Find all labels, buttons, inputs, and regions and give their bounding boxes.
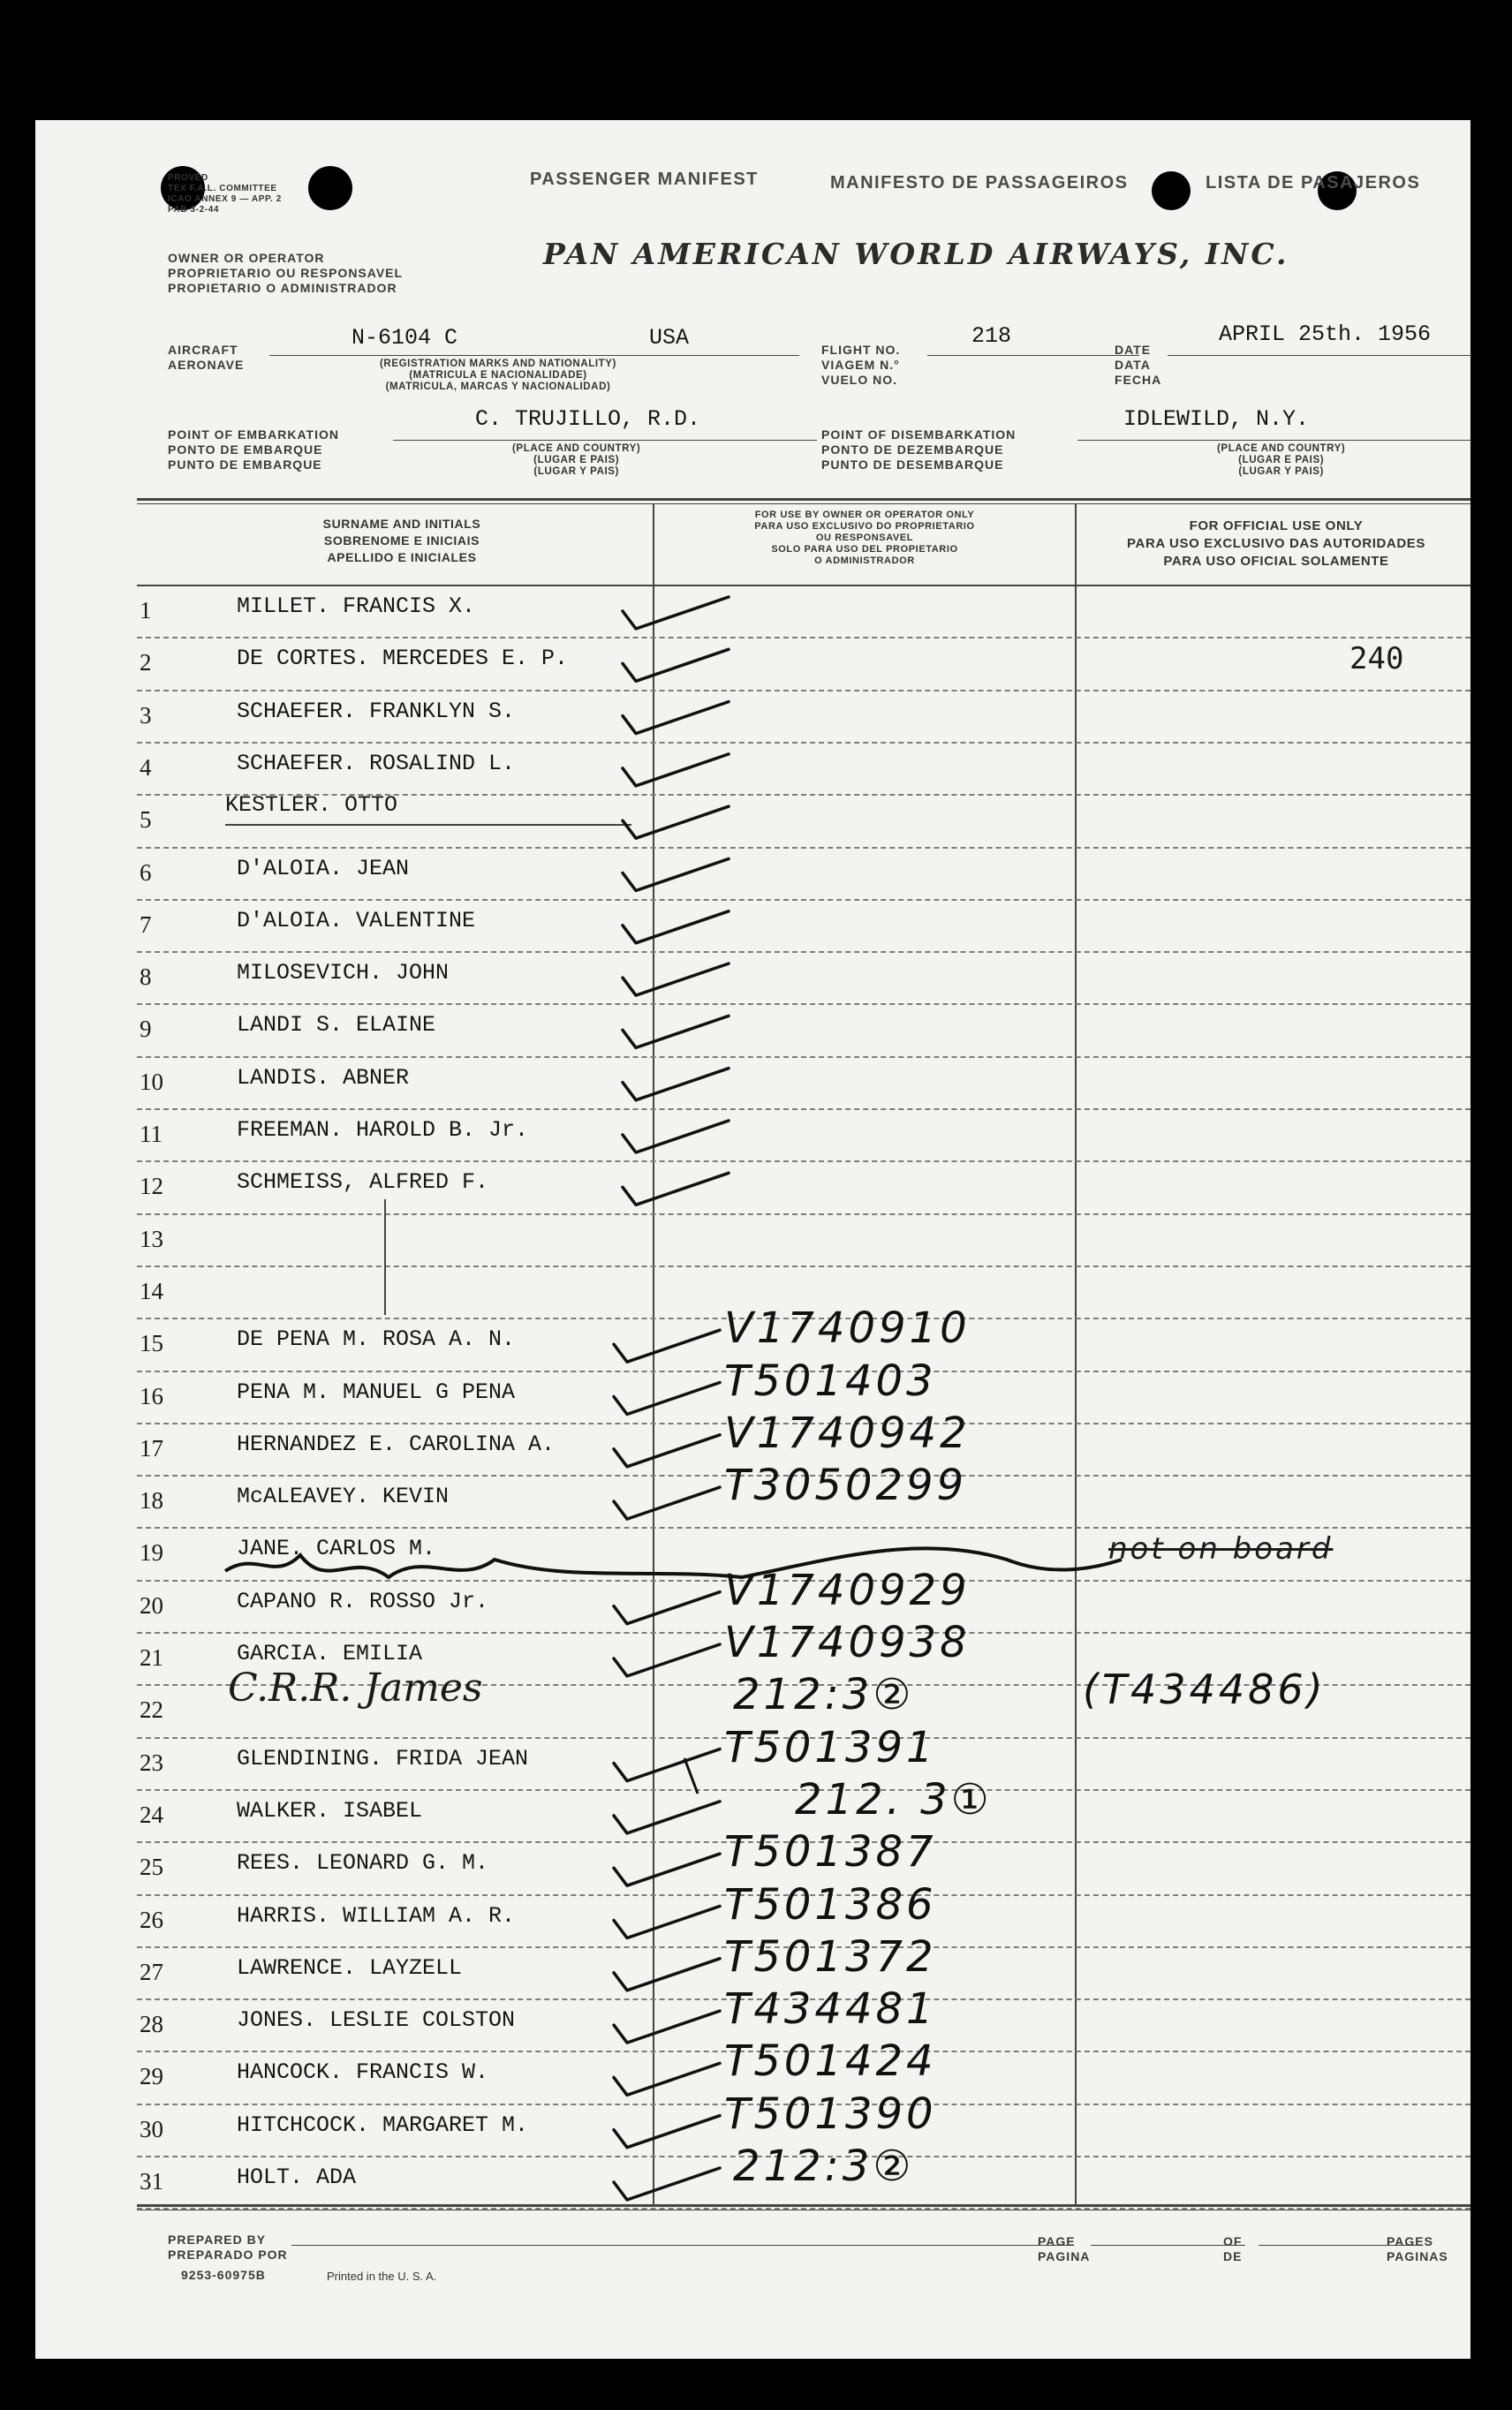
operator-note: T501372 <box>724 1931 937 1982</box>
row-number: 25 <box>140 1854 163 1881</box>
operator-note: 212:3② <box>733 1670 915 1720</box>
operator-note: T501424 <box>724 2036 937 2087</box>
aircraft-value: N-6104 C <box>352 325 458 351</box>
check-mark <box>614 1959 720 1991</box>
check-mark <box>623 1173 729 1205</box>
operator-note: T501387 <box>724 1827 937 1877</box>
table-bottom-rule <box>137 2204 1470 2207</box>
row22-handwritten-name: C.R.R. James <box>228 1666 483 1711</box>
footer-form-number: 9253-60975B <box>181 2268 266 2282</box>
aircraft-country: USA <box>649 325 690 351</box>
passenger-name: SCHMEISS, ALFRED F. <box>237 1169 489 1196</box>
check-mark <box>623 911 729 943</box>
check-mark <box>614 2063 720 2095</box>
check-mark <box>614 2116 720 2148</box>
check-mark <box>614 1592 720 1624</box>
check-mark <box>623 649 729 681</box>
check-mark <box>614 2011 720 2043</box>
passenger-name: GLENDINING. FRIDA JEAN <box>237 1745 529 1772</box>
row-number: 16 <box>140 1382 163 1409</box>
passenger-name: SCHAEFER. ROSALIND L. <box>237 750 516 776</box>
row-number: 30 <box>140 2115 163 2142</box>
row-number: 6 <box>140 858 152 886</box>
operator-note: T501391 <box>724 1722 937 1772</box>
approval-block: PROVED TEX F.A.L. COMMITTEE ICAO ANNEX 9 — APP. 2 PAB 3-2-44 <box>168 173 282 215</box>
operator-note: T501390 <box>724 2089 937 2139</box>
passenger-name: JONES. LESLIE COLSTON <box>237 2007 516 2034</box>
footer-pages-labels: PAGES PAGINAS <box>1387 2234 1448 2263</box>
embark-place-labels: (PLACE AND COUNTRY) (LUGAR E PAIS) (LUGAR Y PAIS) <box>512 443 641 477</box>
row-number: 28 <box>140 2011 163 2038</box>
date-labels: DATE DATA FECHA <box>1115 343 1162 387</box>
disembark-value: IDLEWILD, N.Y. <box>1123 406 1310 432</box>
passenger-name: LANDI S. ELAINE <box>237 1012 436 1039</box>
check-mark <box>614 1749 720 1781</box>
aircraft-labels: AIRCRAFT AERONAVE <box>168 343 245 372</box>
passenger-name: GARCIA. EMILIA <box>237 1641 423 1666</box>
row-number: 17 <box>140 1434 163 1462</box>
operator-note: T501403 <box>724 1356 937 1406</box>
footer-page-labels: PAGE PAGINA <box>1038 2234 1091 2263</box>
check-mark <box>614 1854 720 1885</box>
row22-official-note: (T434486) <box>1083 1666 1327 1713</box>
column-header-operator: FOR USE BY OWNER OR OPERATOR ONLY PARA USO EXCLUSIVO DO PROPRIETARIO OU RESPONSAVEL SOLO PARA USO DEL PROPIETARIO O ADMINISTRADOR <box>754 510 975 566</box>
owner-labels: OWNER OR OPERATOR PROPRIETARIO OU RESPONSAVEL PROPIETARIO O ADMINISTRADOR <box>168 251 404 295</box>
passenger-name: DE PENA M. ROSA A. N. <box>237 1326 516 1353</box>
check-mark <box>623 702 729 734</box>
passenger-name: HITCHCOCK. MARGARET M. <box>237 2112 529 2138</box>
title-portuguese: MANIFESTO DE PASSAGEIROS <box>830 173 1129 193</box>
row-number: 9 <box>140 1016 152 1043</box>
passenger-name: HOLT. ADA <box>237 2164 357 2190</box>
row-number: 12 <box>140 1173 163 1200</box>
check-mark <box>623 1069 729 1100</box>
embark-labels: POINT OF EMBARKATION PONTO DE EMBARQUE PUNTO DE EMBARQUE <box>168 427 339 472</box>
check-mark <box>614 1487 720 1519</box>
title-spanish: LISTA DE PASAJEROS <box>1206 173 1421 193</box>
row19-official-note: not on board <box>1108 1531 1334 1567</box>
row-number: 5 <box>140 806 152 834</box>
company-name: PAN AMERICAN WORLD AIRWAYS, INC. <box>543 237 1289 271</box>
check-mark <box>623 1121 729 1152</box>
check-mark <box>623 806 729 838</box>
check-mark <box>614 1644 720 1676</box>
row19-scribble <box>225 1548 1122 1577</box>
flight-labels: FLIGHT NO. VIAGEM N.° VUELO NO. <box>821 343 901 387</box>
passenger-name: LANDIS. ABNER <box>237 1064 410 1091</box>
disembark-place-labels: (PLACE AND COUNTRY) (LUGAR E PAIS) (LUGAR Y PAIS) <box>1217 443 1346 477</box>
passenger-name: PENA M. MANUEL G PENA <box>237 1379 516 1405</box>
check-mark <box>623 754 729 786</box>
check-mark <box>614 2168 720 2200</box>
row-number: 11 <box>140 1121 163 1147</box>
check-mark <box>614 1802 720 1833</box>
check-mark <box>614 1907 720 1938</box>
official-note: 240 <box>1349 641 1404 676</box>
footer-prepared-labels: PREPARED BY PREPARADO POR <box>168 2232 288 2262</box>
row-number: 10 <box>140 1068 163 1095</box>
row-number: 24 <box>140 1801 163 1828</box>
row-number: 3 <box>140 701 152 729</box>
passenger-name: LAWRENCE. LAYZELL <box>237 1954 463 1981</box>
footer-printed: Printed in the U. S. A. <box>327 2270 437 2283</box>
row-number: 23 <box>140 1749 163 1776</box>
operator-note: T434481 <box>724 1984 937 2035</box>
row-number: 26 <box>140 1906 163 1933</box>
row-number: 13 <box>140 1225 163 1252</box>
passenger-name: HANCOCK. FRANCIS W. <box>237 2059 489 2086</box>
passenger-name: McALEAVEY. KEVIN <box>237 1484 450 1510</box>
operator-note: V1740942 <box>724 1408 971 1458</box>
passenger-name: FREEMAN. HAROLD B. Jr. <box>237 1117 529 1143</box>
row-number: 18 <box>140 1487 163 1515</box>
passenger-name: MILOSEVICH. JOHN <box>237 960 450 986</box>
registration-labels: (REGISTRATION MARKS AND NATIONALITY) (MATRICULA E NACIONALIDADE) (MATRICULA, MARCAS Y NACIONALIDAD) <box>380 359 616 392</box>
operator-note: T3050299 <box>724 1461 968 1511</box>
row-number: 27 <box>140 1958 163 1985</box>
check-mark <box>614 1330 720 1362</box>
check-mark <box>623 1016 729 1047</box>
row-number: 20 <box>140 1591 163 1619</box>
column-header-names: SURNAME AND INITIALS SOBRENOME E INICIAIS APELLIDO E INICIALES <box>322 517 481 564</box>
row-number: 14 <box>140 1277 163 1304</box>
row-number: 22 <box>140 1696 163 1724</box>
row-number: 2 <box>140 649 152 676</box>
passenger-name: JANE. CARLOS M. <box>237 1536 436 1562</box>
operator-note: T501386 <box>724 1879 937 1930</box>
passenger-name: KESTLER. OTTO <box>225 792 398 819</box>
operator-note: V1740938 <box>724 1618 971 1667</box>
footer-of-labels: OF DE <box>1223 2234 1243 2263</box>
passenger-name: HERNANDEZ E. CAROLINA A. <box>237 1431 556 1457</box>
row-number: 1 <box>140 597 152 623</box>
passenger-name: MILLET. FRANCIS X. <box>237 593 476 619</box>
handwriting-layer <box>35 120 1470 2359</box>
operator-note: 212. 3① <box>795 1774 993 1824</box>
row-number: 15 <box>140 1330 163 1357</box>
manifest-sheet <box>35 120 1470 2359</box>
handwriting-stroke <box>684 1758 698 1794</box>
prepared-underline <box>291 2245 1069 2246</box>
row-number: 7 <box>140 910 152 938</box>
column-header-official: FOR OFFICIAL USE ONLY PARA USO EXCLUSIVO DAS AUTORIDADES PARA USO OFICIAL SOLAMENTE <box>1127 518 1425 569</box>
passenger-name: CAPANO R. ROSSO Jr. <box>237 1588 489 1614</box>
operator-note: 212:3② <box>733 2142 915 2191</box>
passenger-name: D'ALOIA. JEAN <box>237 855 410 881</box>
passenger-name: HARRIS. WILLIAM A. R. <box>237 1902 516 1929</box>
row-number: 31 <box>140 2168 163 2195</box>
row-number: 19 <box>140 1539 163 1567</box>
operator-note: V1740929 <box>724 1565 971 1615</box>
row-number: 8 <box>140 963 152 991</box>
operator-note: V1740910 <box>724 1303 971 1354</box>
passenger-name: WALKER. ISABEL <box>237 1797 423 1824</box>
page-underline <box>1091 2245 1245 2246</box>
passenger-name: DE CORTES. MERCEDES E. P. <box>237 646 569 672</box>
title-english: PASSENGER MANIFEST <box>530 170 759 189</box>
row-number: 4 <box>140 753 152 781</box>
passenger-name: SCHAEFER. FRANKLYN S. <box>237 698 516 724</box>
disembark-labels: POINT OF DISEMBARKATION PONTO DE DEZEMBARQUE PUNTO DE DESEMBARQUE <box>821 427 1017 472</box>
check-mark <box>623 859 729 891</box>
passenger-name: D'ALOIA. VALENTINE <box>237 907 476 933</box>
check-mark <box>614 1435 720 1467</box>
check-mark <box>623 963 729 995</box>
embark-value: C. TRUJILLO, R.D. <box>475 406 701 432</box>
flight-value: 218 <box>971 323 1012 349</box>
row-number: 29 <box>140 2063 163 2090</box>
date-value: APRIL 25th. 1956 <box>1219 321 1432 347</box>
check-mark <box>614 1383 720 1415</box>
passenger-name: REES. LEONARD G. M. <box>237 1850 489 1877</box>
check-mark <box>623 597 729 629</box>
row-number: 21 <box>140 1644 163 1671</box>
